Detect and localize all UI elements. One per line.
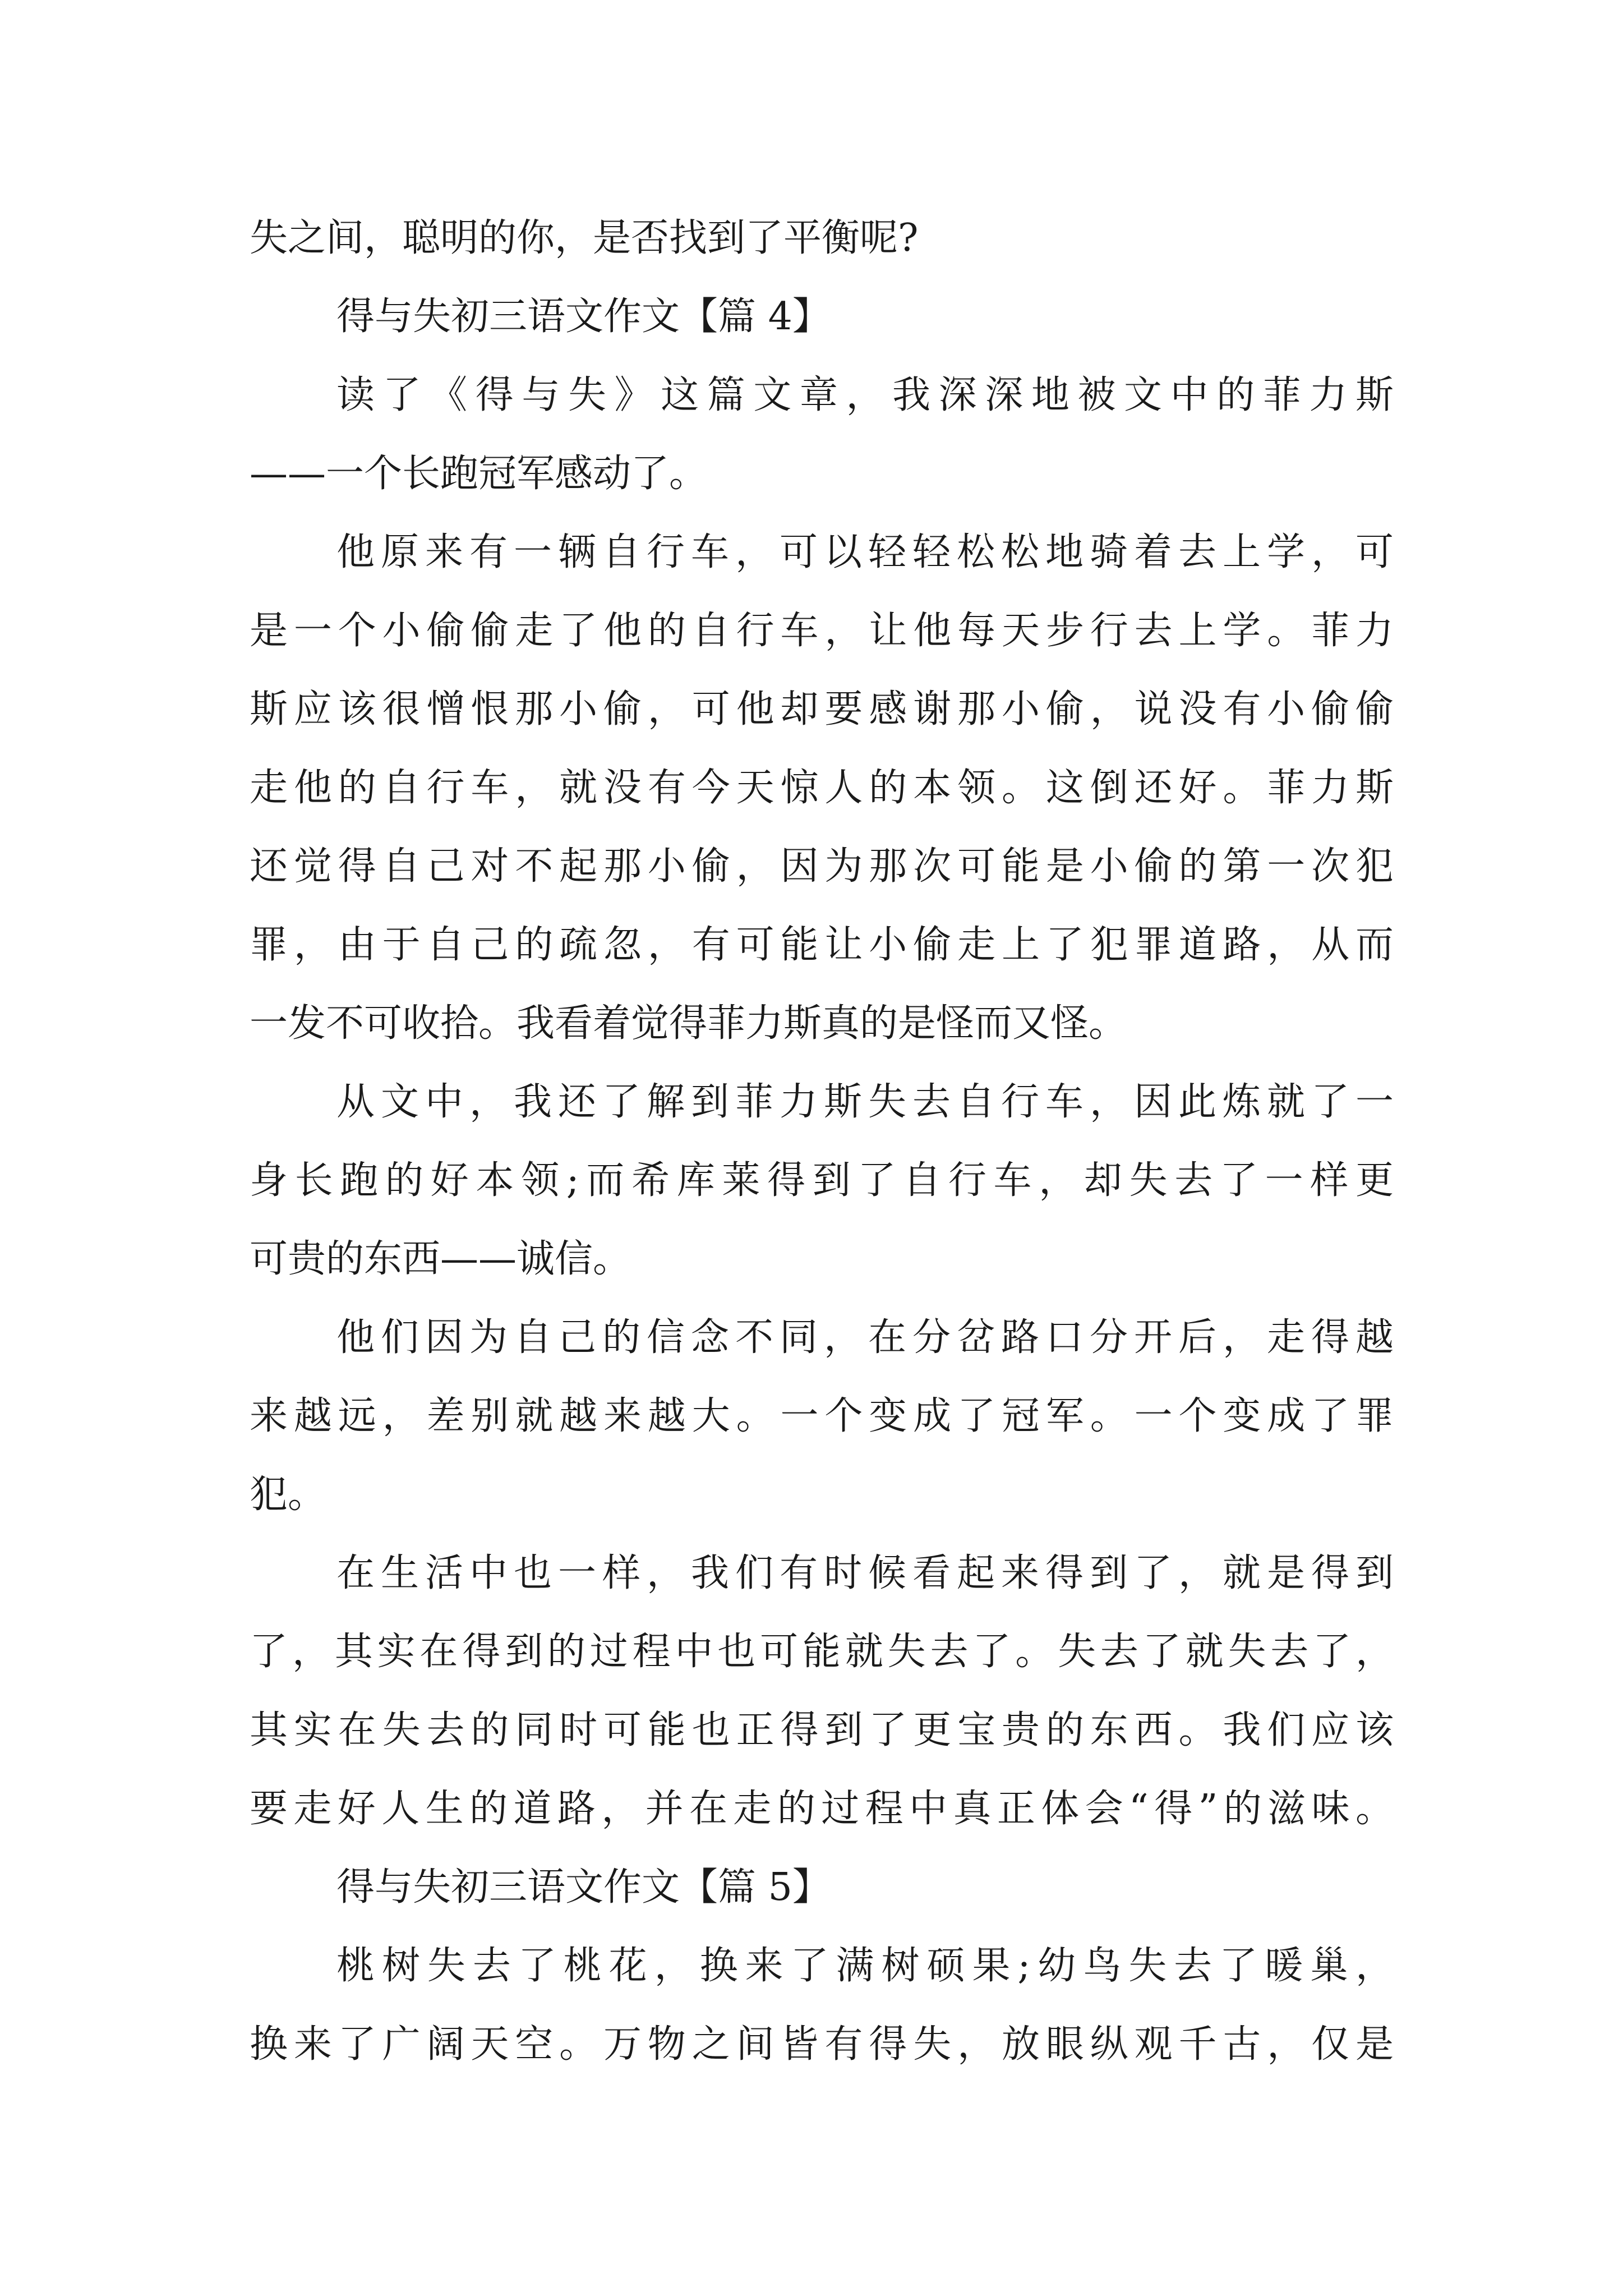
paragraph-line-continuation: 失之间，聪明的你，是否找到了平衡呢? — [250, 216, 919, 260]
paragraph-line: ——一个长跑冠军感动了。 — [250, 452, 708, 496]
paragraph-line: 还觉得自己对不起那小偷，因为那次可能是小偷的第一次犯 — [250, 844, 1394, 889]
paragraph-line: 犯。 — [250, 1473, 326, 1517]
paragraph-line: 了，其实在得到的过程中也可能就失去了。失去了就失去了， — [250, 1630, 1394, 1674]
paragraph-line: 要走好人生的道路，并在走的过程中真正体会“得”的滋味。 — [250, 1787, 1394, 1831]
paragraph-line: 是一个小偷偷走了他的自行车，让他每天步行去上学。菲力 — [250, 609, 1394, 653]
paragraph-line: 在生活中也一样，我们有时候看起来得到了，就是得到 — [336, 1551, 1394, 1595]
paragraph-line: 可贵的东西——诚信。 — [250, 1237, 631, 1281]
paragraph-line: 走他的自行车，就没有今天惊人的本领。这倒还好。菲力斯 — [250, 766, 1394, 810]
paragraph-line: 读了《得与失》这篇文章，我深深地被文中的菲力斯 — [336, 373, 1394, 417]
paragraph-line: 罪，由于自己的疏忽，有可能让小偷走上了犯罪道路，从而 — [250, 923, 1394, 967]
paragraph-line: 他原来有一辆自行车，可以轻轻松松地骑着去上学，可 — [336, 530, 1394, 574]
paragraph-line: 他们因为自己的信念不同，在分岔路口分开后，走得越 — [336, 1315, 1394, 1360]
section-heading-4: 得与失初三语文作文【篇 4】 — [336, 295, 831, 339]
paragraph-line: 桃树失去了桃花，换来了满树硕果;幼鸟失去了暖巢， — [336, 1944, 1394, 1988]
section-heading-5: 得与失初三语文作文【篇 5】 — [336, 1865, 831, 1910]
paragraph-line: 身长跑的好本领;而希库莱得到了自行车，却失去了一样更 — [250, 1158, 1394, 1203]
paragraph-line: 从文中，我还了解到菲力斯失去自行车，因此炼就了一 — [336, 1080, 1394, 1124]
paragraph-line: 其实在失去的同时可能也正得到了更宝贵的东西。我们应该 — [250, 1708, 1394, 1752]
paragraph-line: 一发不可收拾。我看着觉得菲力斯真的是怪而又怪。 — [250, 1001, 1127, 1046]
paragraph-line: 换来了广阔天空。万物之间皆有得失，放眼纵观千古，仅是 — [250, 2022, 1394, 2067]
paragraph-line: 斯应该很憎恨那小偷，可他却要感谢那小偷，说没有小偷偷 — [250, 687, 1394, 731]
paragraph-line: 来越远，差别就越来越大。一个变成了冠军。一个变成了罪 — [250, 1394, 1394, 1438]
